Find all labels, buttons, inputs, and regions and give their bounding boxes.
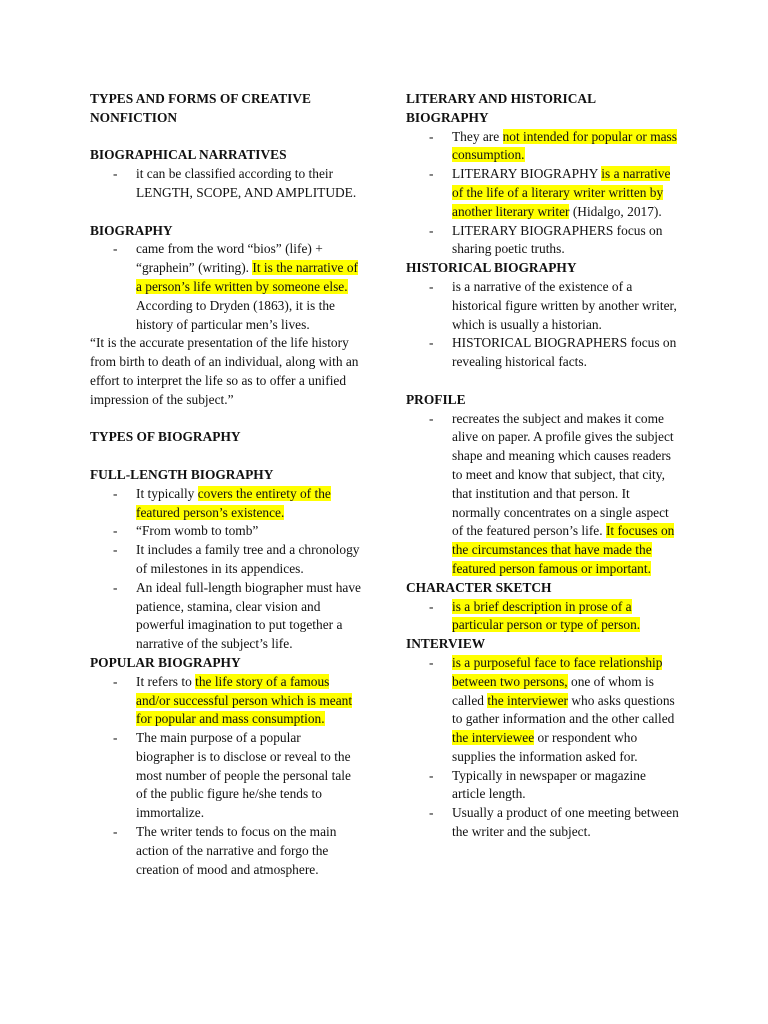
bullet-dash: - xyxy=(113,673,118,689)
list-item xyxy=(406,654,680,767)
section-heading-character-sketch: CHARACTER SKETCH xyxy=(406,579,552,595)
right-column xyxy=(406,90,680,842)
section-heading-popular-biography: POPULAR BIOGRAPHY xyxy=(90,654,241,670)
list-item xyxy=(406,222,680,260)
bullet-list xyxy=(90,673,362,880)
bullet-dash: - xyxy=(429,767,434,783)
text-segment: HISTORICAL BIOGRAPHERS focus on revealing historical facts. xyxy=(452,335,677,370)
text-segment: it can be classified according to their LENGTH, SCOPE, AND AMPLITUDE. xyxy=(136,166,357,200)
bullet-dash: - xyxy=(113,824,118,840)
bullet-dash: - xyxy=(429,128,434,144)
highlighted-text: the life story of a famous and/or successful person which is meant for popular and mass consumption. xyxy=(136,673,353,727)
bullet-dash: - xyxy=(113,730,118,746)
heading-line: LITERARY AND HISTORICAL xyxy=(406,91,597,106)
highlighted-text: the interviewer xyxy=(487,692,569,708)
text-segment: The main purpose of a popular biographer is to disclose or reveal to the most number of people the personal tale of the public figure he/she tends to immortalize. xyxy=(136,730,351,821)
text-segment: They are xyxy=(452,128,503,144)
highlighted-text: the interviewee xyxy=(452,730,535,746)
bullet-dash: - xyxy=(113,579,118,595)
text-segment: According to Dryden (1863), it is the history of particular men’s lives. xyxy=(136,297,335,332)
bullet-list xyxy=(90,240,362,334)
bullet-dash: - xyxy=(113,241,118,257)
list-item xyxy=(406,410,680,579)
bullet-dash: - xyxy=(429,335,434,351)
text-segment: who asks questions to gather information and the other called xyxy=(452,692,675,727)
text-segment: (Hidalgo, 2017). xyxy=(569,203,662,219)
list-item xyxy=(406,598,680,636)
section-heading-literary-and-historical-biography xyxy=(406,90,680,128)
text-segment: The writer tends to focus on the main action of the narrative and forgo the creation of mood and atmosphere. xyxy=(136,824,337,877)
section-heading-interview: INTERVIEW xyxy=(406,636,486,652)
bullet-dash: - xyxy=(113,523,118,539)
section-heading-profile: PROFILE xyxy=(406,391,466,407)
list-item xyxy=(406,767,680,805)
list-item xyxy=(90,240,362,334)
bullet-list xyxy=(406,410,680,579)
bullet-dash: - xyxy=(113,485,118,501)
text-segment: LITERARY BIOGRAPHERS focus on sharing poetic truths. xyxy=(452,222,663,257)
bullet-dash: - xyxy=(429,166,434,182)
highlighted-text: It is the narrative of a person’s life written by someone else. xyxy=(136,260,358,294)
list-item xyxy=(406,804,680,842)
bullet-list xyxy=(406,654,680,842)
section-heading-historical-biography: HISTORICAL BIOGRAPHY xyxy=(406,260,577,276)
list-item xyxy=(406,278,680,334)
bullet-list xyxy=(90,165,362,203)
bullet-dash: - xyxy=(429,805,434,821)
heading-line: BIOGRAPHY xyxy=(406,109,489,125)
bullet-list xyxy=(90,485,362,654)
section-heading-full-length-biography: FULL-LENGTH BIOGRAPHY xyxy=(90,466,274,482)
document-title xyxy=(90,90,362,128)
text-segment: Usually a product of one meeting between the writer and the subject. xyxy=(452,805,679,840)
bullet-list xyxy=(406,128,680,260)
highlighted-text: not intended for popular or mass consumption. xyxy=(452,128,677,163)
list-item xyxy=(90,673,362,729)
biography-quote: “It is the accurate presentation of the life history from birth to death of an individual, along with an effort to interpret the life so as to offer a unified impression of the subject.” xyxy=(90,335,359,407)
section-heading-biographical-narratives: BIOGRAPHICAL NARRATIVES xyxy=(90,147,287,163)
section-heading-types-of-biography: TYPES OF BIOGRAPHY xyxy=(90,429,241,445)
bullet-dash: - xyxy=(113,166,118,182)
list-item xyxy=(406,165,680,221)
list-item xyxy=(406,128,680,166)
highlighted-text: is a brief description in prose of a particular person or type of person. xyxy=(452,598,641,633)
list-item xyxy=(90,541,362,579)
text-segment: An ideal full-length biographer must have patience, stamina, clear vision and powerful imagination to put together a narrative of the subject’s life. xyxy=(136,579,361,652)
bullet-list xyxy=(406,598,680,636)
section-heading-biography: BIOGRAPHY xyxy=(90,222,173,238)
text-segment: LITERARY BIOGRAPHY xyxy=(452,166,602,182)
bullet-dash: - xyxy=(429,278,434,294)
highlighted-text: It focuses on the circumstances that have made the featured person famous or important. xyxy=(452,523,675,576)
bullet-dash: - xyxy=(429,222,434,238)
highlighted-text: is a purposeful face to face relationship between two persons, xyxy=(452,654,663,689)
list-item xyxy=(90,485,362,523)
text-segment: Typically in newspaper or magazine article length. xyxy=(452,767,646,802)
list-item xyxy=(90,823,362,879)
list-item xyxy=(406,334,680,372)
text-segment: came from the word “bios” (life) + “graphein” (writing). xyxy=(136,241,323,276)
text-segment: It typically xyxy=(136,485,198,501)
bullet-dash: - xyxy=(429,654,434,670)
list-item xyxy=(90,165,362,203)
document-title-line: TYPES AND FORMS OF CREATIVE xyxy=(90,91,311,106)
list-item xyxy=(90,579,362,654)
text-segment: is a narrative of the existence of a historical figure written by another writer, which is usually a historian. xyxy=(452,278,677,332)
highlighted-text: is a narrative of the life of a literary writer written by another literary writer xyxy=(452,166,671,219)
document-title-line: NONFICTION xyxy=(90,109,178,125)
text-segment: “From womb to tomb” xyxy=(136,523,259,539)
bullet-dash: - xyxy=(429,410,434,426)
text-segment: or respondent who supplies the information asked for. xyxy=(452,730,638,764)
text-segment: It includes a family tree and a chronology of milestones in its appendices. xyxy=(136,542,360,576)
bullet-dash: - xyxy=(113,542,118,558)
bullet-list xyxy=(406,278,680,372)
highlighted-text: covers the entirety of the featured person’s existence. xyxy=(136,485,331,520)
list-item xyxy=(90,522,362,541)
text-segment: It refers to xyxy=(136,673,196,689)
left-column xyxy=(90,90,362,879)
list-item xyxy=(90,729,362,823)
text-segment: recreates the subject and makes it come alive on paper. A profile gives the subject shape and meaning which causes readers to meet and know that subject, that city, that institution and that person. It normally concentrates on a single aspect of the featured person’s life. xyxy=(452,410,674,539)
text-segment: one of whom is called xyxy=(452,673,654,708)
bullet-dash: - xyxy=(429,598,434,614)
